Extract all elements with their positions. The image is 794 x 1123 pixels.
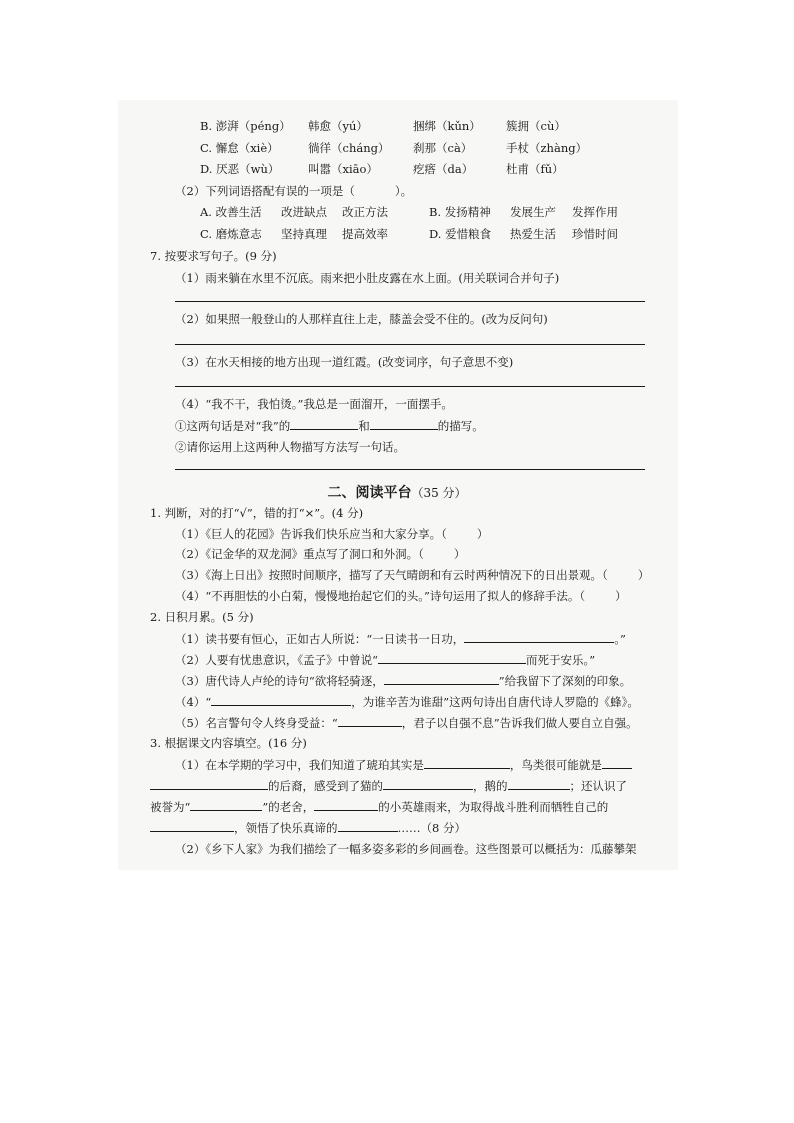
- r3-blank-7[interactable]: [314, 798, 378, 811]
- r3-line-3: [150, 798, 608, 815]
- r3-line-1-text-b: ，鸟类很可能就是: [509, 758, 602, 772]
- r3-line-4-text-b: ……（8 分）: [397, 821, 466, 835]
- r2-item-1: [175, 630, 626, 647]
- r1-item-4-close: ）: [615, 589, 627, 603]
- choice-b-2: 发展生产: [510, 205, 556, 219]
- q6-2-stem-text: （2）下列词语搭配有误的一项是（: [175, 184, 355, 198]
- option-d-word-1: D. 厌恶（wù）: [200, 162, 280, 176]
- r2-blank-5[interactable]: [338, 714, 402, 727]
- q7-sentence-2: （2）如果照一般登山的人那样直往上走，膝盖会受不住的。(改为反问句): [175, 312, 548, 326]
- r2-item-1-text-b: 。”: [614, 632, 626, 646]
- r3-line-2: [150, 777, 627, 794]
- q7-blank-2[interactable]: [370, 417, 438, 430]
- q7-blank-1[interactable]: [290, 417, 358, 430]
- r3-blank-2[interactable]: [602, 756, 632, 769]
- r3-blank-5[interactable]: [508, 777, 570, 790]
- choice-d-1: D. 爱惜粮食: [429, 227, 492, 241]
- r2-item-3-text-b: ”给我留下了深刻的印象。: [498, 674, 632, 688]
- r2-item-3-text-a: （3）唐代诗人卢纶的诗句“欲将轻骑逐，: [175, 674, 384, 688]
- choice-b-3: 发挥作用: [572, 205, 618, 219]
- r1-item-4: [175, 588, 627, 604]
- option-c-word-1: C. 懈怠（xiè）: [200, 141, 279, 155]
- r3-line-2-text-b: ，鹅的: [473, 779, 508, 793]
- r3-line-2-text-c: ；还认识了: [569, 779, 627, 793]
- r3-line-1-text-a: （1）在本学期的学习中，我们知道了琥珀其实是: [175, 758, 424, 772]
- choice-c-2: 坚持真理: [281, 227, 327, 241]
- r2-blank-1[interactable]: [464, 630, 614, 643]
- r3-line-1: [175, 756, 632, 773]
- option-d-word-3: 疙瘩（da）: [413, 162, 474, 176]
- choice-a-2: 改进缺点: [281, 205, 327, 219]
- section-2-title: [0, 482, 794, 502]
- option-c-word-3: 刹那（cà）: [413, 141, 473, 155]
- option-d-word-4: 杜甫（fǔ）: [506, 162, 564, 176]
- option-d-word-2: 叫嚣（xiāo）: [308, 162, 378, 176]
- r3-blank-4[interactable]: [383, 777, 473, 790]
- choice-c-1: C. 磨炼意志: [200, 227, 262, 241]
- q7-answer-line-2[interactable]: [175, 344, 645, 345]
- r3-blank-9[interactable]: [338, 819, 398, 832]
- q7-answer-line-1[interactable]: [175, 301, 645, 302]
- r2-blank-3[interactable]: [384, 672, 499, 685]
- q7-answer-line-3[interactable]: [175, 386, 645, 387]
- r1-item-3-text: （3）《海上日出》按照时间顺序，描写了天气晴朗和有云时两种情况下的日出景观。（: [175, 568, 608, 582]
- r2-item-4-text-b: ，为谁辛苦为谁甜”这两句诗出自唐代诗人罗隐的《蜂》。: [351, 695, 639, 709]
- r3-line-3-text-b: ”的老舍，: [262, 800, 315, 814]
- choice-c-3: 提高效率: [342, 227, 388, 241]
- choice-d-2: 热爱生活: [510, 227, 556, 241]
- r3-line-5: （2）《乡下人家》为我们描绘了一幅多姿多彩的乡间画卷。这些图景可以概括为：瓜藤攀架: [175, 842, 637, 856]
- r3-blank-3[interactable]: [150, 777, 268, 790]
- option-b-word-4: 簇拥（cù）: [506, 119, 566, 133]
- r2-item-2-text-a: （2）人要有忧患意识，《孟子》中曾说“: [175, 653, 378, 667]
- r2-item-5: [175, 714, 638, 731]
- r1-item-2-text: （2）《记金华的双龙洞》重点写了洞口和外洞。（: [175, 547, 424, 561]
- r1-item-1-text: （1）《巨人的花园》告诉我们快乐应当和大家分享。（: [175, 527, 447, 541]
- q7-sub-2: ②请你运用上这两种人物描写方法写一句话。: [175, 440, 405, 454]
- choice-d-3: 珍惜时间: [572, 227, 618, 241]
- q7-sub-1-text-b: 和: [358, 419, 370, 433]
- q7-sub-1: [175, 417, 484, 434]
- r2-item-1-text-a: （1）读书要有恒心，正如古人所说：“一日读书一日功，: [175, 632, 465, 646]
- r1-title: 1. 判断，对的打“√”，错的打“×”。(4 分): [150, 506, 364, 520]
- q7-sub-1-text-c: 的描写。: [437, 419, 484, 433]
- q6-2-stem-end: ）。: [394, 184, 413, 198]
- r2-item-4-text-a: （4）“: [175, 695, 212, 709]
- q7-title: 7. 按要求写句子。(9 分): [150, 249, 277, 263]
- r1-item-1: [175, 526, 488, 542]
- option-c-word-2: 徜徉（cháng）: [308, 141, 390, 155]
- r3-line-2-text-a: 的后裔，感受到了猫的: [268, 779, 383, 793]
- r3-blank-8[interactable]: [150, 819, 234, 832]
- q6-2-stem: [175, 183, 412, 199]
- r3-blank-1[interactable]: [424, 756, 510, 769]
- r2-item-5-text-b: ，君子以自强不息”告诉我们做人要自立自强。: [401, 716, 638, 730]
- r1-item-2: [175, 546, 465, 562]
- option-b-word-1: B. 澎湃（péng）: [200, 119, 291, 133]
- q7-answer-line-4[interactable]: [175, 469, 645, 470]
- choice-a-1: A. 改善生活: [200, 205, 262, 219]
- r3-line-3-text-a: 被誉为“: [150, 800, 191, 814]
- r2-item-2-text-b: 而死于安乐。”: [525, 653, 596, 667]
- r2-item-4: [175, 693, 639, 710]
- r1-item-4-text: （4）“不再胆怯的小白菊，慢慢地抬起它们的头。”诗句运用了拟人的修辞手法。（: [175, 589, 586, 603]
- q7-sentence-3: （3）在水天相接的地方出现一道红霞。(改变词序，句子意思不变): [175, 355, 514, 369]
- q7-sentence-4: （4）“我不干，我怕烫。”我总是一面溜开，一面摆手。: [175, 397, 453, 411]
- r2-title: 2. 日积月累。(5 分): [150, 610, 254, 624]
- r2-item-2: [175, 651, 595, 668]
- option-b-word-3: 捆绑（kǔn）: [413, 119, 481, 133]
- r1-item-1-close: ）: [476, 527, 489, 541]
- r2-blank-2[interactable]: [378, 651, 526, 664]
- q7-sentence-1: （1）雨来躺在水里不沉底。雨来把小肚皮露在水上面。(用关联词合并句子): [175, 271, 560, 285]
- r1-item-2-close: ）: [453, 547, 466, 561]
- r1-item-3-close: ）: [637, 568, 650, 582]
- r3-title: 3. 根据课文内容填空。(16 分): [150, 736, 307, 750]
- r3-line-3-text-c: 的小英雄雨来，为取得战斗胜利而牺牲自己的: [378, 800, 609, 814]
- r3-blank-6[interactable]: [190, 798, 262, 811]
- choice-a-3: 改正方法: [342, 205, 388, 219]
- section-2-heading: 二、阅读平台: [327, 485, 412, 501]
- option-b-word-2: 韩愈（yú）: [308, 119, 368, 133]
- r2-item-5-text-a: （5）名言警句令人终身受益：“: [175, 716, 338, 730]
- r3-line-4-text-a: ，领悟了快乐真谛的: [234, 821, 338, 835]
- option-c-word-4: 手杖（zhàng）: [506, 141, 588, 155]
- r2-blank-4[interactable]: [211, 693, 351, 706]
- r1-item-3: [175, 567, 649, 583]
- r2-item-3: [175, 672, 631, 689]
- q7-sub-1-text-a: ①这两句话是对“我”的: [175, 419, 291, 433]
- r3-line-4: [150, 819, 466, 836]
- choice-b-1: B. 发扬精神: [429, 205, 491, 219]
- section-2-points: （35 分）: [411, 486, 467, 500]
